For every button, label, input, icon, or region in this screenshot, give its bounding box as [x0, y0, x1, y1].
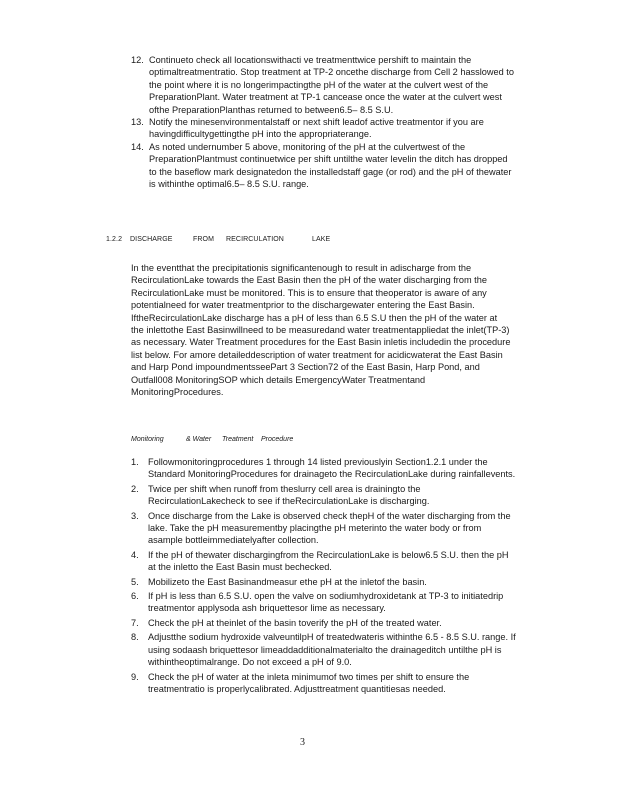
procedure-heading-word: & Water — [186, 436, 212, 443]
list-item-number: 3. — [131, 510, 139, 521]
list-item-number: 6. — [131, 591, 139, 602]
list-item-number: 14. — [131, 141, 144, 152]
list-item-text: Twice per shift when runoff from theslurry cell area is drainingto the RecirculationLakecheck to see if theRecirculationLake is discharging. — [148, 483, 430, 507]
section-heading — [106, 236, 506, 243]
section-heading-word: RECIRCULATION — [226, 236, 284, 243]
list-item-number: 8. — [131, 632, 139, 643]
list-item — [131, 141, 516, 191]
list-item — [131, 576, 516, 588]
list-item-number: 9. — [131, 671, 139, 682]
list-item — [131, 671, 516, 696]
list-item-text: Once discharge from the Lake is observed check thepH of the water discharging from the lake. Take the pH measurementby placingthe pH meterinto the water body or from asample bottleimmediatelyafter collection. — [148, 510, 511, 546]
body-paragraph: In the eventthat the precipitationis significantenough to result in adischarge from the RecirculationLake towards the East Basin then the pH of the water discharging from the RecirculationLake must be monitored. This is to ensure that theoperator is aware of any potentialneed for water treatmentprior to the dischargewater entering the East Basin. IftheRecirculationLake discharge has a pH of less than 6.5 S.U then the pH of the water at the inlettothe East Basinwillneed to be measuredand water treatmentappliedat the inlet(TP-3) as necessary. Water Treatment procedures for the East Basin inletis includedin the procedure list below. For amore detaileddescription of water treatment for acidicwaterat the East Basin and Harp Pond impoundmentsseePart 3 Section72 of the East Basin, Harp Pond, and Outfall008 MonitoringSOP which details EmergencyWater Treatmentand MonitoringProcedures. — [131, 263, 511, 398]
section-heading-word: FROM — [193, 236, 215, 243]
list-item — [131, 549, 516, 574]
list-item-number: 5. — [131, 576, 139, 587]
list-item — [131, 617, 516, 629]
list-item-text: Notify the minesenvironmentalstaff or next shift leadof active treatmentor if you are havingdifficultygettingthe pH into the appropriaterange. — [149, 117, 484, 140]
procedure-heading — [131, 436, 431, 443]
procedure-list — [131, 456, 516, 697]
list-item — [131, 590, 516, 615]
list-item-number: 7. — [131, 617, 139, 628]
list-item — [131, 456, 516, 481]
list-item-text: Check the pH of water at the inleta minimumof two times per shift to ensure the treatmentratio is properlycalibrated. Adjusttreatment quantitiesas needed. — [148, 671, 470, 694]
list-item — [131, 483, 516, 508]
list-item-number: 4. — [131, 549, 139, 560]
list-item-text: If the pH of thewater dischargingfrom the RecirculationLake is below6.5 S.U. then the pH at the inletto the East Basin must bechecked. — [148, 549, 509, 573]
procedure-heading-word: Procedure — [261, 436, 294, 443]
top-numbered-list — [131, 54, 516, 190]
list-item-text: If pH is less than 6.5 S.U. open the valve on sodiumhydroxidetank at TP-3 to initiatedrip treatmentor applysoda ash briquettesor lime as necessary. — [148, 591, 504, 614]
section-number: 1.2.2 — [106, 236, 123, 243]
list-item-text: Mobilizeto the East Basinandmeasur ethe pH at the inletof the basin. — [148, 576, 427, 587]
list-item — [131, 631, 516, 668]
procedure-heading-word: Monitoring — [131, 436, 164, 443]
list-item-number: 1. — [131, 457, 139, 467]
section-heading-word: LAKE — [312, 236, 331, 243]
list-item-text: Continueto check all locationswithacti ve treatmenttwice pershift to maintain the optimaltreatmentratio. Stop treatment at TP-2 oncethe discharge from Cell 2 hasslowed to the point where it is no longerimpactingthe pH of the water at the culvert west of the PreparationPlant. Water treatment at TP-1 cancease once the water at the culvert west ofthe PreparationPlanthas returned to between6.5– 8.5 S.U. — [149, 55, 514, 115]
procedure-heading-word: Treatment — [222, 436, 254, 443]
list-item-number: 13. — [131, 117, 144, 128]
list-item — [131, 54, 516, 116]
list-item — [131, 510, 516, 547]
page-number: 3 — [300, 737, 305, 748]
list-item-number: 12. — [131, 55, 144, 65]
list-item-text: Followmonitoringprocedures 1 through 14 listed previouslyin Section1.2.1 under the Standard MonitoringProcedures for drainageto the RecirculationLake during rainfallevents. — [148, 457, 516, 480]
list-item-number: 2. — [131, 483, 139, 494]
list-item-text: Check the pH at theinlet of the basin toverify the pH of the treated water. — [148, 617, 442, 628]
list-item — [131, 116, 516, 141]
section-heading-word: DISCHARGE — [130, 236, 173, 243]
list-item-text: As noted undernumber 5 above, monitoring of the pH at the culvertwest of the PreparationPlantmust continuetwice per shift untilthe water levelin the ditch has dropped to the baseflow mark designatedon the installedstaff gage (or rod) and the pH of thewater is withinthe optimal6.5– 8.5 S.U. range. — [149, 141, 512, 190]
list-item-text: Adjustthe sodium hydroxide valveuntilpH of treatedwateris withinthe 6.5 - 8.5 S.U. range. If using sodaash briquettesor limeaddadditionalmaterialto the drainageditch untilthe pH is withintheoptimalrange. Do not exceed a pH of 9.0. — [148, 632, 516, 668]
